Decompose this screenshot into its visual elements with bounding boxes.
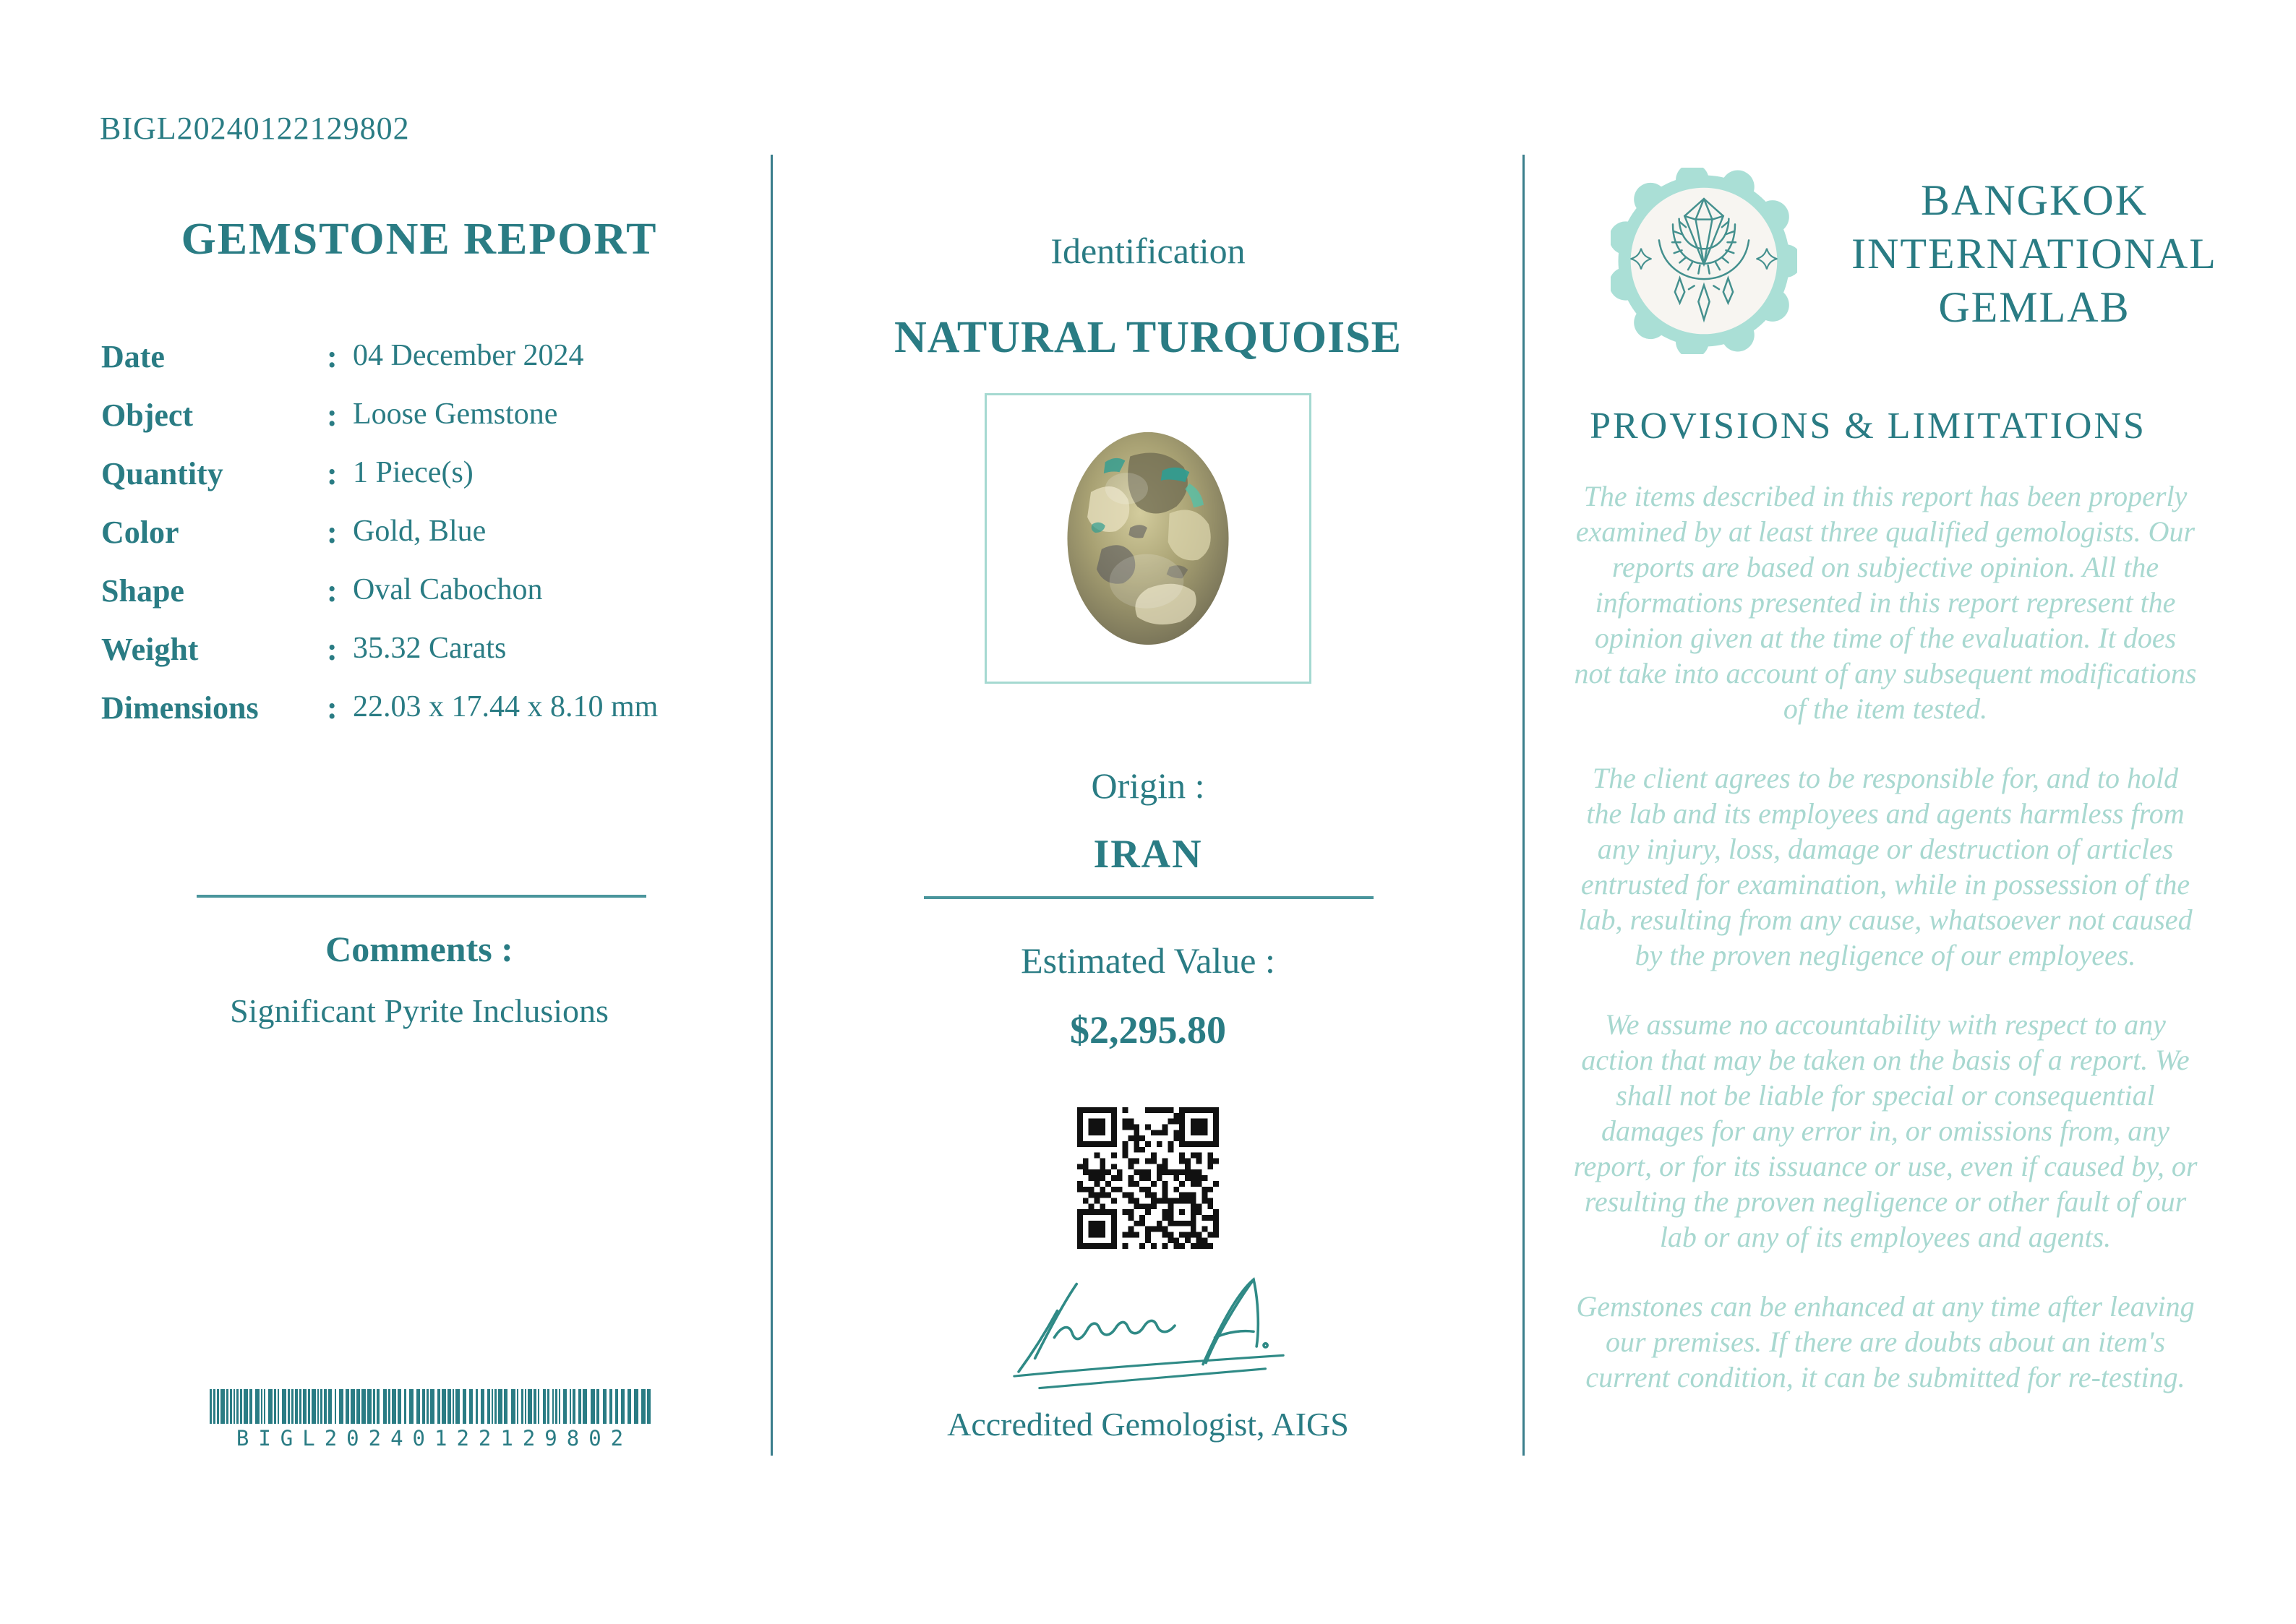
identification-label: Identification: [1050, 231, 1246, 271]
signatory-title: Accredited Gemologist, AIGS: [947, 1406, 1349, 1443]
qr-code-icon: [1077, 1107, 1219, 1249]
comments-divider-rule: [197, 895, 646, 898]
field-label: Shape: [101, 573, 184, 609]
estimated-value-label: Estimated Value :: [1021, 940, 1275, 981]
provisions-title: PROVISIONS & LIMITATIONS: [1590, 405, 2146, 447]
field-label: Quantity: [101, 456, 223, 491]
field-value: 35.32 Carats: [353, 632, 507, 665]
field-label: Color: [101, 515, 179, 550]
report-title: GEMSTONE REPORT: [181, 215, 658, 264]
field-value: 04 December 2024: [353, 339, 584, 372]
field-separator: :: [327, 456, 338, 491]
field-separator: :: [327, 515, 338, 550]
field-row-quantity: [101, 455, 737, 514]
field-row-shape: [101, 572, 737, 631]
field-row-object: [101, 397, 737, 455]
barcode-text: BIGL20240122129802: [236, 1426, 633, 1451]
field-row-weight: [101, 631, 737, 689]
provisions-paragraph: The client agrees to be responsible for, and to hold the lab and its employees and agents harmless from any injury, loss, damage or destruction of articles entrusted for examination, while in possession of the lab, resulting from any cause, whatsoever not caused by the proven negligence of our employees.: [1578, 762, 2193, 971]
origin-label: Origin :: [1091, 765, 1205, 806]
field-value: Oval Cabochon: [353, 573, 543, 606]
barcode: [210, 1389, 659, 1451]
field-separator: :: [327, 339, 338, 374]
field-label: Date: [101, 339, 165, 374]
field-separator: :: [327, 632, 338, 667]
lab-name: [1846, 173, 2222, 334]
estimated-value-amount: $2,295.80: [1070, 1008, 1226, 1052]
field-row-dimensions: [101, 689, 737, 748]
provisions-paragraph: We assume no accountability with respect to any action that may be taken on the basis of a report. We shall not be liable for special or consequential damages for any error in, or omissions from, any report, or for its issuance or use, even if caused by, or resulting the proven negligence or other fault of our lab or any of its employees and agents.: [1573, 1008, 2198, 1253]
lab-name-line: GEMLAB: [1938, 283, 2130, 331]
field-row-date: [101, 338, 737, 397]
gem-name: NATURAL TURQUOISE: [894, 313, 1402, 362]
comments-value: Significant Pyrite Inclusions: [230, 992, 609, 1029]
barcode-bars-icon: [210, 1389, 659, 1424]
field-row-color: [101, 514, 737, 572]
provisions-paragraphs: [1573, 478, 2198, 1429]
field-value: 22.03 x 17.44 x 8.10 mm: [353, 690, 659, 723]
gemstone-photo-frame: [985, 393, 1311, 684]
field-separator: :: [327, 573, 338, 609]
field-separator: :: [327, 690, 338, 726]
value-divider-rule: [924, 896, 1374, 899]
gemologist-signature: [992, 1269, 1304, 1399]
lab-name-line: BANGKOK: [1921, 176, 2148, 224]
gemstone-photo: [1062, 428, 1234, 649]
origin-value: IRAN: [1093, 832, 1203, 877]
field-label: Object: [101, 398, 194, 433]
field-separator: :: [327, 398, 338, 433]
report-fields: [101, 338, 737, 748]
field-value: Gold, Blue: [353, 515, 487, 548]
report-number: BIGL20240122129802: [100, 111, 410, 146]
field-label: Dimensions: [101, 690, 259, 726]
lab-name-line: INTERNATIONAL: [1851, 230, 2217, 278]
field-label: Weight: [101, 632, 199, 667]
field-value: 1 Piece(s): [353, 456, 474, 489]
provisions-paragraph: Gemstones can be enhanced at any time after leaving our premises. If there are doubts about an item's current condition, it can be submitted for re-testing.: [1576, 1290, 2195, 1393]
field-value: Loose Gemstone: [353, 398, 558, 431]
provisions-paragraph: The items described in this report has been properly examined by at least three qualified gemologists. Our reports are based on subjective opinion. All the informations presented in this report represent the opinion given at the time of the evaluation. It does not take into account of any subsequent modifications of the item tested.: [1574, 480, 2197, 725]
comments-label: Comments :: [325, 929, 513, 969]
lab-logo-badge-icon: [1611, 168, 1797, 354]
